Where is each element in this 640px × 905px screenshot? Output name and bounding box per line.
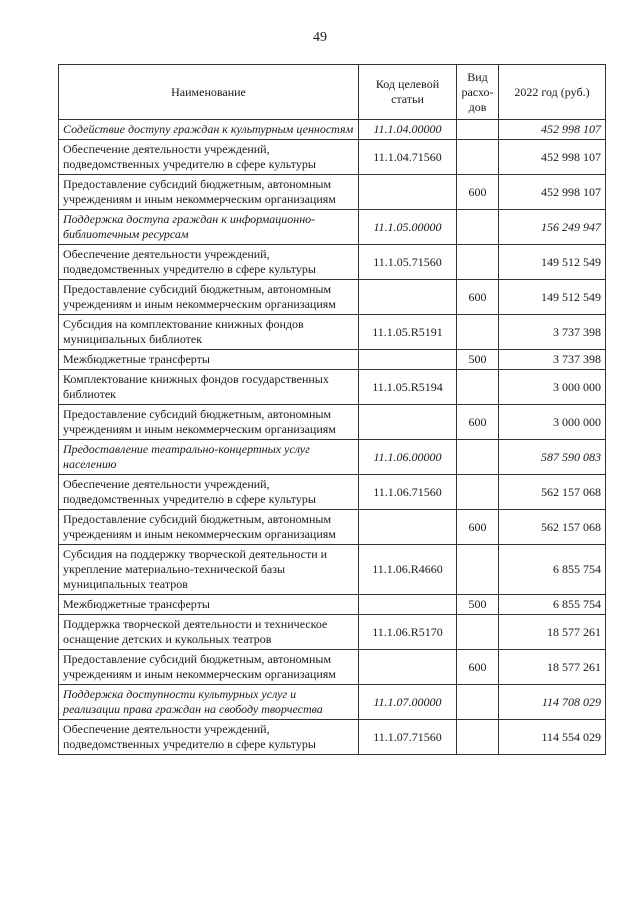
table-row	[59, 175, 606, 210]
cell-expense-type: 600	[457, 175, 499, 210]
cell-code	[359, 405, 457, 440]
cell-expense-type: 500	[457, 595, 499, 615]
table-row	[59, 140, 606, 175]
cell-expense-type	[457, 545, 499, 595]
cell-amount: 562 157 068	[499, 475, 606, 510]
cell-amount: 149 512 549	[499, 245, 606, 280]
cell-name: Субсидия на комплектование книжных фондов муниципальных библиотек	[59, 315, 359, 350]
cell-expense-type: 500	[457, 350, 499, 370]
cell-amount: 3 737 398	[499, 350, 606, 370]
cell-expense-type	[457, 370, 499, 405]
table-row	[59, 475, 606, 510]
cell-name: Поддержка доступа граждан к информационно-библиотечным ресурсам	[59, 210, 359, 245]
table-row	[59, 685, 606, 720]
cell-amount: 3 000 000	[499, 370, 606, 405]
cell-expense-type	[457, 210, 499, 245]
cell-name: Предоставление субсидий бюджетным, автономным учреждениям и иным некоммерческим организациям	[59, 510, 359, 545]
cell-code: 11.1.04.00000	[359, 120, 457, 140]
cell-expense-type	[457, 475, 499, 510]
cell-name: Обеспечение деятельности учреждений, подведомственных учредителю в сфере культуры	[59, 720, 359, 755]
cell-name: Содействие доступу граждан к культурным ценностям	[59, 120, 359, 140]
table-row	[59, 720, 606, 755]
cell-name: Поддержка творческой деятельности и техническое оснащение детских и кукольных театров	[59, 615, 359, 650]
cell-name: Обеспечение деятельности учреждений, подведомственных учредителю в сфере культуры	[59, 245, 359, 280]
cell-expense-type: 600	[457, 650, 499, 685]
cell-code	[359, 595, 457, 615]
cell-amount: 6 855 754	[499, 595, 606, 615]
budget-table	[58, 64, 606, 755]
cell-amount: 452 998 107	[499, 120, 606, 140]
cell-code	[359, 175, 457, 210]
cell-expense-type: 600	[457, 405, 499, 440]
cell-amount: 587 590 083	[499, 440, 606, 475]
cell-code: 11.1.06.71560	[359, 475, 457, 510]
table-row	[59, 350, 606, 370]
table-row	[59, 405, 606, 440]
cell-expense-type: 600	[457, 280, 499, 315]
table-row	[59, 370, 606, 405]
cell-code: 11.1.07.00000	[359, 685, 457, 720]
cell-code	[359, 650, 457, 685]
table-row	[59, 210, 606, 245]
cell-code: 11.1.07.71560	[359, 720, 457, 755]
cell-name: Предоставление театрально-концертных услуг населению	[59, 440, 359, 475]
cell-expense-type	[457, 120, 499, 140]
cell-name: Межбюджетные трансферты	[59, 595, 359, 615]
header-code: Код целевой статьи	[359, 65, 457, 120]
cell-name: Предоставление субсидий бюджетным, автономным учреждениям и иным некоммерческим организациям	[59, 405, 359, 440]
cell-name: Субсидия на поддержку творческой деятельности и укрепление материально-технической базы муниципальных театров	[59, 545, 359, 595]
cell-expense-type	[457, 615, 499, 650]
header-name: Наименование	[59, 65, 359, 120]
table-row	[59, 615, 606, 650]
cell-expense-type	[457, 315, 499, 350]
cell-amount: 18 577 261	[499, 650, 606, 685]
cell-name: Предоставление субсидий бюджетным, автономным учреждениям и иным некоммерческим организациям	[59, 280, 359, 315]
cell-amount: 114 554 029	[499, 720, 606, 755]
table-row	[59, 545, 606, 595]
table-row	[59, 315, 606, 350]
cell-expense-type	[457, 685, 499, 720]
table-row	[59, 595, 606, 615]
cell-name: Поддержка доступности культурных услуг и реализации права граждан на свободу творчества	[59, 685, 359, 720]
cell-expense-type: 600	[457, 510, 499, 545]
cell-code: 11.1.06.00000	[359, 440, 457, 475]
cell-name: Предоставление субсидий бюджетным, автономным учреждениям и иным некоммерческим организациям	[59, 650, 359, 685]
cell-code: 11.1.05.R5194	[359, 370, 457, 405]
cell-name: Обеспечение деятельности учреждений, подведомственных учредителю в сфере культуры	[59, 475, 359, 510]
header-amount: 2022 год (руб.)	[499, 65, 606, 120]
cell-name: Межбюджетные трансферты	[59, 350, 359, 370]
table-body	[59, 120, 606, 755]
table-row	[59, 120, 606, 140]
cell-expense-type	[457, 140, 499, 175]
header-type: Вид расхо-дов	[457, 65, 499, 120]
cell-expense-type	[457, 720, 499, 755]
table-row	[59, 510, 606, 545]
cell-code	[359, 510, 457, 545]
cell-amount: 3 737 398	[499, 315, 606, 350]
cell-name: Комплектование книжных фондов государственных библиотек	[59, 370, 359, 405]
cell-amount: 452 998 107	[499, 140, 606, 175]
table-row	[59, 440, 606, 475]
table-header-row	[59, 65, 606, 120]
cell-code	[359, 350, 457, 370]
cell-code: 11.1.04.71560	[359, 140, 457, 175]
cell-amount: 3 000 000	[499, 405, 606, 440]
cell-code	[359, 280, 457, 315]
cell-amount: 6 855 754	[499, 545, 606, 595]
cell-amount: 156 249 947	[499, 210, 606, 245]
cell-code: 11.1.05.00000	[359, 210, 457, 245]
cell-amount: 452 998 107	[499, 175, 606, 210]
cell-amount: 149 512 549	[499, 280, 606, 315]
cell-expense-type	[457, 245, 499, 280]
cell-code: 11.1.05.R5191	[359, 315, 457, 350]
cell-amount: 562 157 068	[499, 510, 606, 545]
cell-code: 11.1.06.R4660	[359, 545, 457, 595]
cell-amount: 114 708 029	[499, 685, 606, 720]
cell-name: Предоставление субсидий бюджетным, автономным учреждениям и иным некоммерческим организациям	[59, 175, 359, 210]
table-row	[59, 650, 606, 685]
cell-code: 11.1.05.71560	[359, 245, 457, 280]
cell-code: 11.1.06.R5170	[359, 615, 457, 650]
page-number: 49	[313, 30, 327, 45]
cell-expense-type	[457, 440, 499, 475]
cell-name: Обеспечение деятельности учреждений, подведомственных учредителю в сфере культуры	[59, 140, 359, 175]
cell-amount: 18 577 261	[499, 615, 606, 650]
table-row	[59, 245, 606, 280]
table-row	[59, 280, 606, 315]
